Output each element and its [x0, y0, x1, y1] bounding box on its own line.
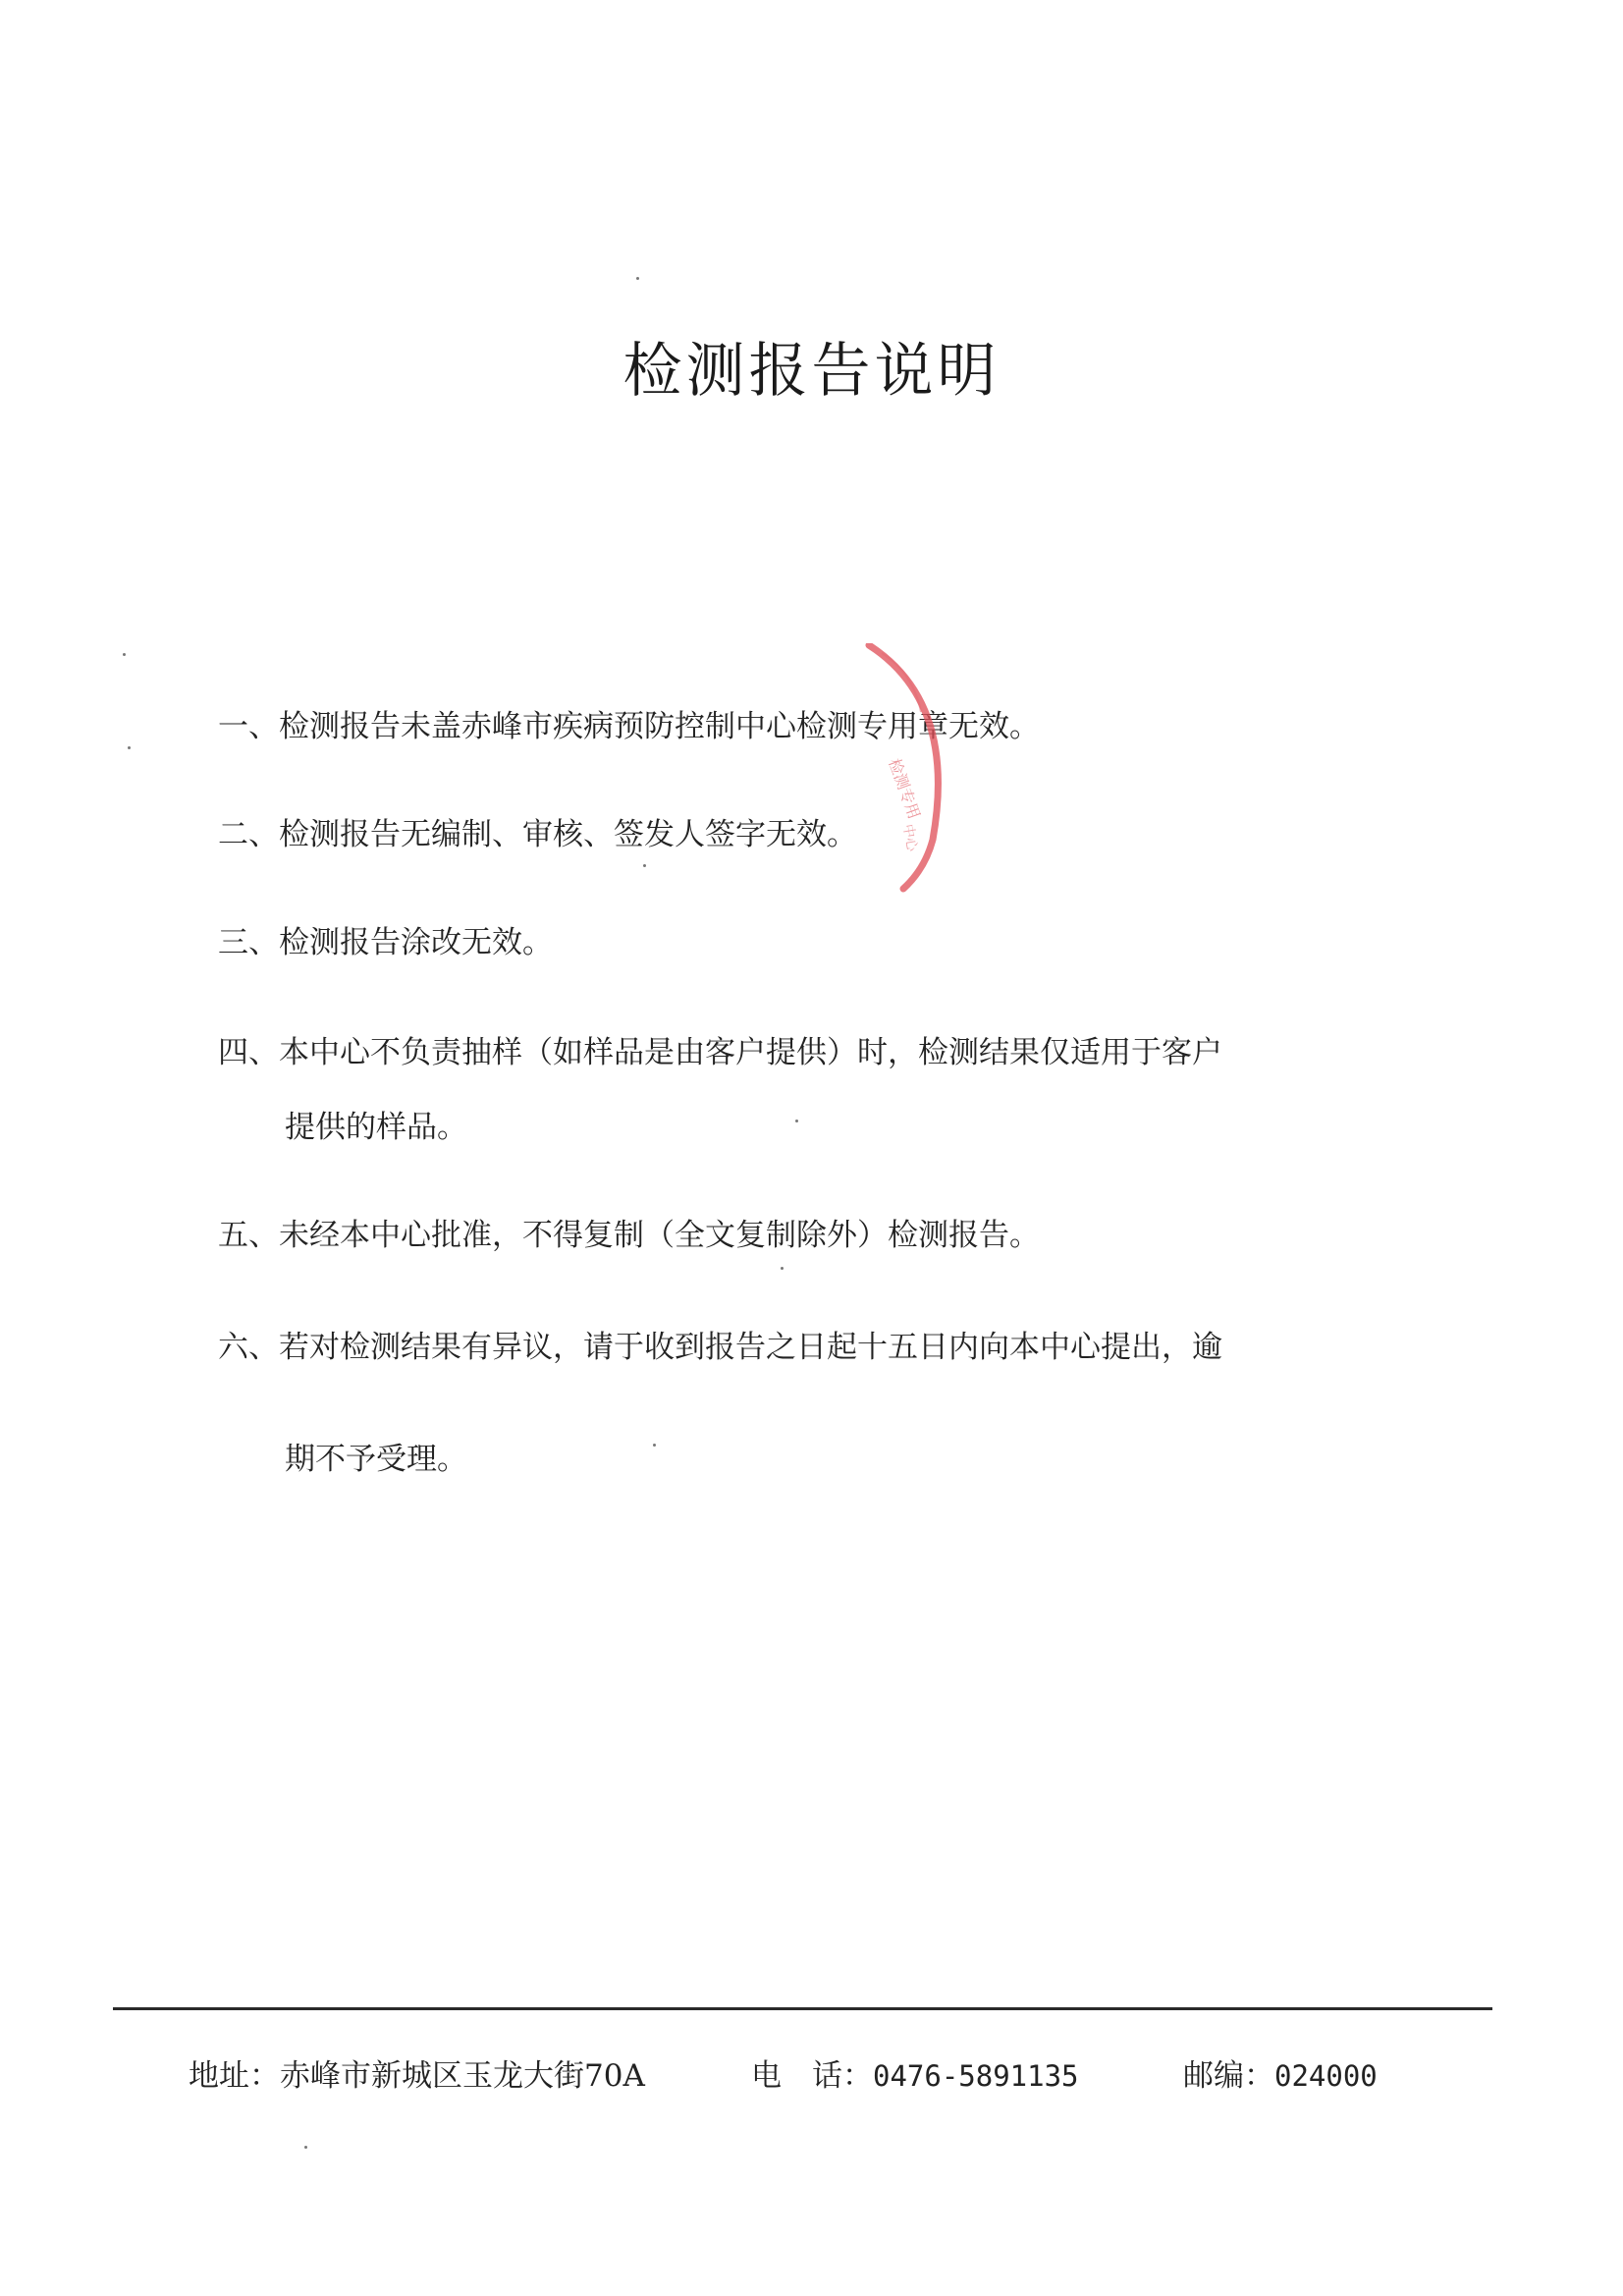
scan-speck [795, 1120, 798, 1122]
address-value: 赤峰市新城区玉龙大街70A [280, 2058, 645, 2094]
clause-4-continuation: 提供的样品。 [285, 1110, 467, 1145]
footer-address [189, 2056, 645, 2096]
clause-4: 四、本中心不负责抽样（如样品是由客户提供）时，检测结果仅适用于客户 [218, 1035, 1222, 1070]
svg-text:检测专用: 检测专用 [885, 755, 924, 822]
zip-label: 邮编： [1183, 2058, 1274, 2094]
clause-6-continuation: 期不予受理。 [285, 1442, 467, 1477]
page-title: 检测报告说明 [622, 337, 1001, 406]
scan-speck [653, 1444, 656, 1447]
zip-value: 024000 [1274, 2059, 1378, 2093]
svg-text:中心: 中心 [899, 822, 920, 853]
clause-5: 五、未经本中心批准，不得复制（全文复制除外）检测报告。 [218, 1218, 1040, 1253]
scan-speck [123, 653, 126, 656]
clause-3: 三、检测报告涂改无效。 [218, 925, 553, 960]
clause-1: 一、检测报告未盖赤峰市疾病预防控制中心检测专用章无效。 [218, 709, 1040, 744]
clause-2: 二、检测报告无编制、审核、签发人签字无效。 [218, 817, 857, 852]
phone-label: 电 话： [751, 2058, 873, 2094]
clause-6: 六、若对检测结果有异议，请于收到报告之日起十五日内向本中心提出，逾 [218, 1330, 1222, 1365]
scan-speck [636, 277, 639, 280]
address-label: 地址： [189, 2058, 280, 2094]
scan-speck [781, 1267, 784, 1270]
scan-speck [643, 864, 646, 867]
footer-divider [113, 2007, 1492, 2010]
phone-value: 0476-5891135 [873, 2059, 1079, 2093]
footer-phone [751, 2056, 1079, 2096]
official-seal-stamp [864, 643, 972, 894]
footer-zip [1183, 2056, 1378, 2096]
scan-speck [128, 746, 131, 749]
scan-speck [304, 2146, 307, 2149]
